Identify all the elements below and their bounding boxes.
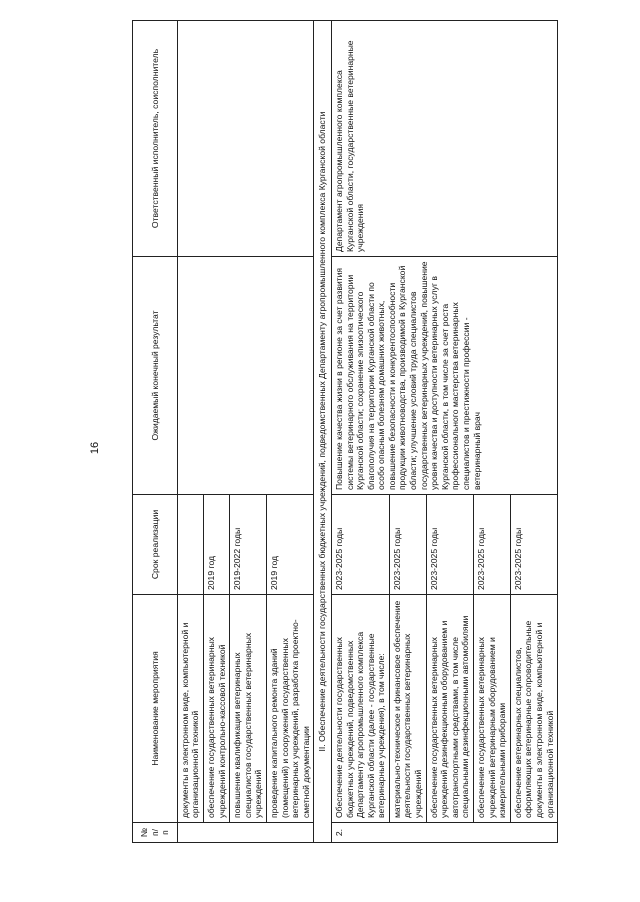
measures-table	[132, 20, 558, 843]
col-name-header: Наименование мероприятия	[133, 595, 178, 823]
responsible	[177, 21, 314, 257]
section-title: II. Обеспечение деятельности государственных бюджетных учреждений, подведомственных Департаменту агропромышленного комплекса Курганской области	[314, 21, 332, 843]
row-number: 2.	[331, 823, 557, 843]
col-result-header: Ожидаемый конечный результат	[133, 257, 178, 495]
col-responsible-header: Ответственный исполнитель, соисполнитель	[133, 21, 178, 257]
measure-term: 2019 год	[203, 495, 229, 595]
section-row	[314, 21, 332, 843]
measure-term: 2019-2022 годы	[230, 495, 267, 595]
measure-term: 2023-2025 годы	[474, 495, 511, 595]
measure-term: 2023-2025 годы	[389, 495, 426, 595]
table-row	[331, 21, 389, 843]
measure-name: проведение капитального ремонта зданий (помещений) и сооружений государственных ветеринарных учреждений, разработка проектно-сметной документации	[266, 595, 313, 823]
measure-term	[177, 495, 203, 595]
measure-term: 2023-2025 годы	[331, 495, 389, 595]
responsible: Департамент агропромышленного комплекса Курганской области, государственные ветеринарные учреждения	[331, 21, 557, 257]
page-number: 16	[89, 441, 101, 455]
table-header-row	[133, 21, 178, 843]
measure-term: 2023-2025 годы	[510, 495, 557, 595]
measure-name: Обеспечение деятельности государственных бюджетных учреждений, подведомственных Департаменту агропромышленного комплекса Курганской области (далее - государственные ветеринарные учреждения), в том числе:	[331, 595, 389, 823]
row-number	[177, 823, 314, 843]
expected-result	[177, 257, 314, 495]
measure-name: обеспечение государственных ветеринарных учреждений дезинфекционным оборудованием и автотранспортными средствами, в том числе специальными дезинфекционными автомобилями	[426, 595, 473, 823]
measure-name: обеспечение ветеринарных специалистов, оформляющих ветеринарные сопроводительные документы в электронном виде, компьютерной и организационной техникой	[510, 595, 557, 823]
measure-name: повышение квалификации ветеринарных специалистов государственных ветеринарных учреждений	[230, 595, 267, 823]
measure-name: обеспечение государственных ветеринарных учреждений ветеринарным оборудованием и измерительными приборами	[474, 595, 511, 823]
col-number-header: № п/п	[133, 823, 178, 843]
rotated-page	[132, 21, 608, 843]
measure-name: материально-техническое и финансовое обеспечение деятельности государственных ветеринарных учреждений	[389, 595, 426, 823]
measure-name: документы в электронном виде, компьютерной и организационной техникой	[177, 595, 203, 823]
expected-result: Повышение качества жизни в регионе за счет развития системы ветеринарного обслуживания на территории Курганской области; сохранение эпизоотического благополучия на территории Курганской области по особо опасным болезням домашних животных, повышение безопасности и конкурентоспособности продукции животноводства, производимой в Курганской области; улучшение условий труда специалистов государственных ветеринарных учреждений, повышение уровня качества и доступности ветеринарных услуг в Курганской области, в том числе за счет роста профессионального мастерства ветеринарных специалистов и престижности профессии - ветеринарный врач	[331, 257, 557, 495]
measure-name: обеспечение государственных ветеринарных учреждений контрольно-кассовой техникой	[203, 595, 229, 823]
col-term-header: Срок реализации	[133, 495, 178, 595]
measure-term: 2019 год	[266, 495, 313, 595]
table-row	[177, 21, 203, 843]
measure-term: 2023-2025 годы	[426, 495, 473, 595]
